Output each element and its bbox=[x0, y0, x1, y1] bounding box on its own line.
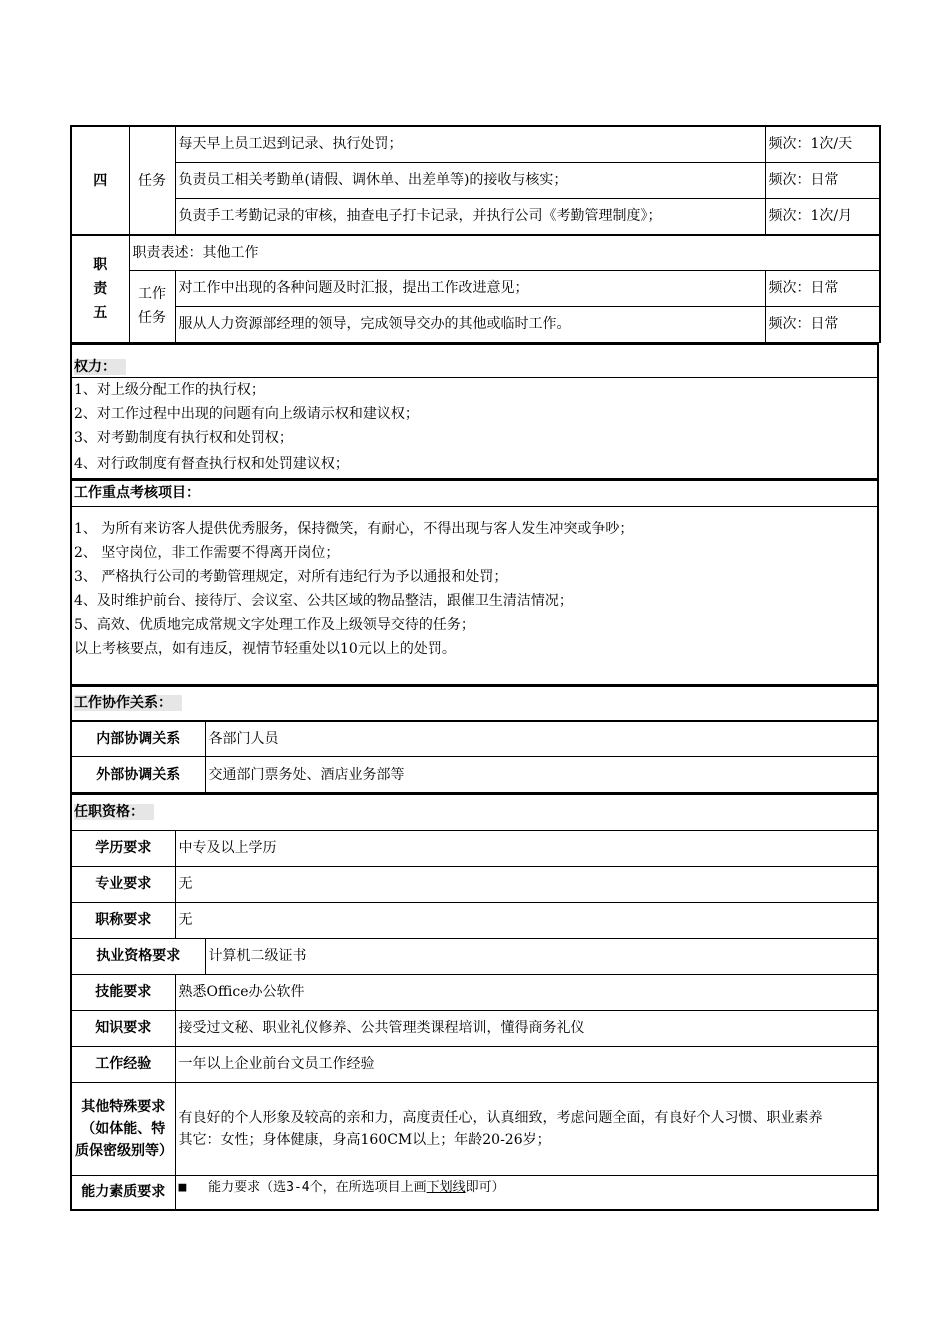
assessment-item: 1、 为所有来访客人提供优秀服务，保持微笑，有耐心，不得出现与客人发生冲突或争吵； bbox=[74, 520, 634, 537]
education-label: 学历要求 bbox=[71, 830, 175, 866]
ability-text-underlined: 下划线 bbox=[426, 1179, 466, 1195]
qualification-table bbox=[70, 793, 879, 1211]
duty5-task-2: 服从人力资源部经理的领导，完成领导交办的其他或临时工作。 bbox=[175, 306, 765, 342]
power-table bbox=[70, 343, 879, 480]
duty5-freq-2: 频次：日常 bbox=[765, 306, 880, 342]
internal-coordination-label: 内部协调关系 bbox=[71, 721, 205, 757]
duty5-task-1: 对工作中出现的各种问题及时汇报，提出工作改进意见； bbox=[175, 270, 765, 306]
external-coordination-value: 交通部门票务处、酒店业务部等 bbox=[205, 757, 878, 793]
square-bullet-icon: ■ bbox=[178, 1179, 187, 1195]
duty5-freq-1: 频次：日常 bbox=[765, 270, 880, 306]
certification-value: 计算机二级证书 bbox=[205, 938, 878, 974]
duty4-freq-1: 频次：1次/天 bbox=[765, 126, 880, 162]
duty5-task-label: 工作 任务 bbox=[129, 270, 175, 342]
ability-label: 能力素质要求 bbox=[71, 1175, 175, 1210]
duty4-task-2: 负责员工相关考勤单(请假、调休单、出差单等)的接收与核实； bbox=[175, 162, 765, 198]
experience-value: 一年以上企业前台文员工作经验 bbox=[175, 1046, 878, 1082]
assessment-item: 3、 严格执行公司的考勤管理规定，对所有违纪行为予以通报和处罚； bbox=[74, 568, 508, 585]
duty5-statement: 职责表述：其他工作 bbox=[129, 235, 880, 270]
duties-table bbox=[70, 125, 881, 343]
skill-label: 技能要求 bbox=[71, 974, 175, 1010]
cooperation-title: 工作协作关系： bbox=[71, 686, 878, 721]
assessment-title: 工作重点考核项目： bbox=[71, 480, 878, 506]
internal-coordination-value: 各部门人员 bbox=[205, 721, 878, 757]
power-list bbox=[71, 378, 878, 479]
ability-value bbox=[175, 1175, 878, 1210]
title-requirement-value: 无 bbox=[175, 902, 878, 938]
power-item: 1、对上级分配工作的执行权； bbox=[74, 382, 265, 398]
duty4-freq-3: 频次：1次/月 bbox=[765, 198, 880, 235]
ability-text-pre: 能力要求（选3-4个，在所选项目上画 bbox=[208, 1179, 427, 1195]
duty4-task-1: 每天早上员工迟到记录、执行处罚； bbox=[175, 126, 765, 162]
special-requirement-line: 其它：女性；身体健康，身高160CM以上；年龄20-26岁； bbox=[178, 1131, 551, 1148]
power-title: 权力： bbox=[71, 344, 878, 378]
assessment-note: 以上考核要点，如有违反，视情节轻重处以10元以上的处罚。 bbox=[74, 640, 456, 657]
skill-value: 熟悉Office办公软件 bbox=[175, 974, 878, 1010]
duty4-number: 四 bbox=[71, 126, 129, 235]
job-description-sheet bbox=[70, 125, 879, 1211]
experience-label: 工作经验 bbox=[71, 1046, 175, 1082]
assessment-list bbox=[71, 506, 878, 684]
education-value: 中专及以上学历 bbox=[175, 830, 878, 866]
power-item: 4、对行政制度有督查执行权和处罚建议权； bbox=[74, 456, 349, 472]
qualification-title: 任职资格： bbox=[71, 794, 878, 830]
assessment-item: 4、及时维护前台、接待厅、会议室、公共区域的物品整洁，跟催卫生清洁情况； bbox=[74, 592, 573, 609]
knowledge-value: 接受过文秘、职业礼仪修养、公共管理类课程培训，懂得商务礼仪 bbox=[175, 1010, 878, 1046]
assessment-item: 5、高效、优质地完成常规文字处理工作及上级领导交待的任务； bbox=[74, 616, 475, 633]
external-coordination-label: 外部协调关系 bbox=[71, 757, 205, 793]
major-label: 专业要求 bbox=[71, 866, 175, 902]
cooperation-table bbox=[70, 685, 879, 794]
title-requirement-label: 职称要求 bbox=[71, 902, 175, 938]
power-item: 2、对工作过程中出现的问题有向上级请示权和建议权； bbox=[74, 406, 419, 422]
certification-label: 执业资格要求 bbox=[71, 938, 205, 974]
special-requirement-line: 有良好的个人形象及较高的亲和力，高度责任心，认真细致，考虑问题全面，有良好个人习惯、职业素养 bbox=[178, 1109, 823, 1126]
knowledge-label: 知识要求 bbox=[71, 1010, 175, 1046]
assessment-item: 2、 坚守岗位，非工作需要不得离开岗位； bbox=[74, 544, 340, 561]
power-item: 3、对考勤制度有执行权和处罚权； bbox=[74, 430, 293, 446]
special-requirement-label: 其他特殊要求（如体能、特质保密级别等） bbox=[71, 1082, 175, 1175]
duty4-task-3: 负责手工考勤记录的审核，抽查电子打卡记录，并执行公司《考勤管理制度》； bbox=[175, 198, 765, 235]
special-requirement-value bbox=[175, 1082, 878, 1175]
ability-text-post: 即可） bbox=[465, 1179, 505, 1195]
duty4-freq-2: 频次：日常 bbox=[765, 162, 880, 198]
duty4-task-label: 任务 bbox=[129, 126, 175, 235]
duty5-number: 职 责 五 bbox=[71, 235, 129, 342]
major-value: 无 bbox=[175, 866, 878, 902]
assessment-table bbox=[70, 479, 879, 685]
